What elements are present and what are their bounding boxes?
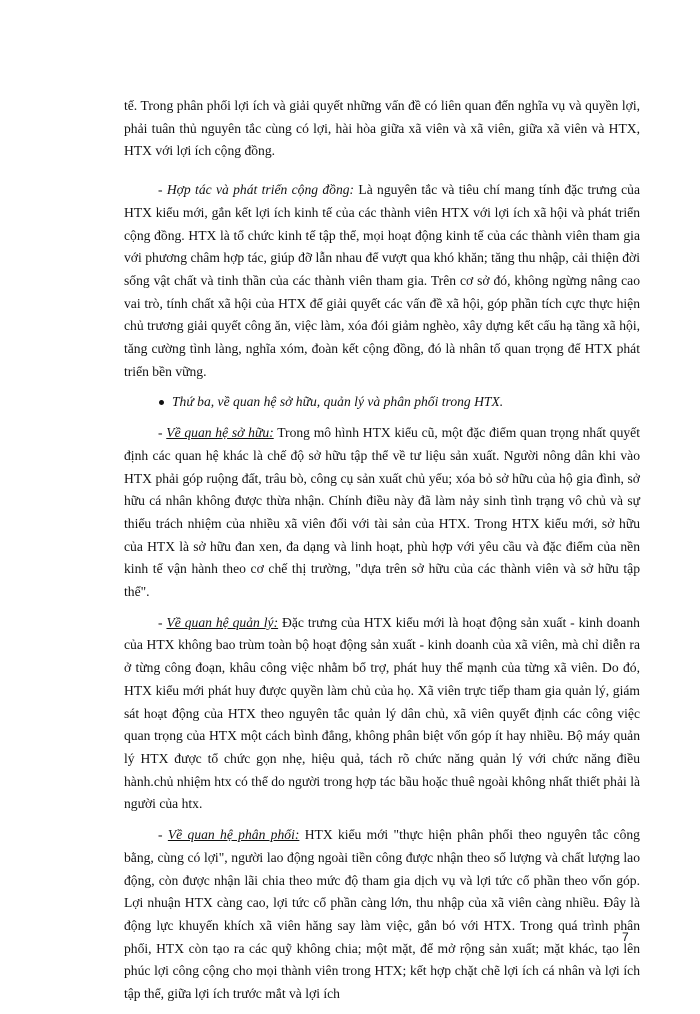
page-number: 7	[622, 930, 629, 944]
dash-marker: -	[158, 182, 167, 198]
dash-marker: -	[158, 827, 168, 843]
section-lead-quan-ly: Về quan hệ quản lý:	[166, 614, 279, 630]
bullet-heading-text: Thứ ba, về quan hệ sở hữu, quản lý và phân phối trong HTX.	[172, 394, 504, 410]
paragraph-so-huu	[124, 422, 640, 604]
section-body-so-huu: Trong mô hình HTX kiểu cũ, một đặc điểm quan trọng nhất quyết định các quan hệ khác là chế độ sở hữu tập thể về tư liệu sản xuất. Người nông dân khi vào HTX phải góp ruộng đất, trâu bò, công cụ sản xuất chủ yếu; xóa bỏ sở hữu của hộ gia đình, sở hữu cá nhân không được thừa nhận. Chính điều này đã làm nảy sinh tình trạng vô chủ và sự thiếu trách nhiệm của nhiều xã viên đối với tài sản của HTX. Trong HTX kiểu mới, sở hữu của HTX là sở hữu đan xen, đa dạng và linh hoạt, phù hợp với yêu cầu và đặc điểm của nền kinh tế vận hành theo cơ chế thị trường, "dựa trên sở hữu của các thành viên và sở hữu tập thể".	[124, 425, 640, 600]
page-body	[124, 95, 640, 1014]
bullet-heading	[124, 391, 640, 414]
paragraph-quan-ly	[124, 612, 640, 816]
section-lead-hop-tac: Hợp tác và phát triển cộng đồng:	[166, 182, 355, 198]
paragraph-hop-tac	[124, 179, 640, 383]
section-body-quan-ly: Đặc trưng của HTX kiểu mới là hoạt động sản xuất - kinh doanh của HTX không bao trùm toàn bộ hoạt động sản xuất - kinh doanh của xã viên, mà chỉ diễn ra ở từng công đoạn, khâu công việc nhằm bổ trợ, phát huy thế mạnh của từng xã viên. Do đó, HTX kiểu mới phát huy được quyền làm chủ của họ. Xã viên trực tiếp tham gia quản lý, giám sát hoạt động của HTX theo nguyên tắc quản lý dân chủ, xã viên quyết định các công việc quan trọng của HTX một cách bình đẳng, không phân biệt vốn góp ít hay nhiều. Bộ máy quản lý HTX được tổ chức gọn nhẹ, hiệu quả, tách rõ chức năng quản lý với chức năng điều hành.chủ nhiệm htx có thể do người trong hợp tác bầu hoặc thuê ngoài không nhất thiết phải là người của htx.	[124, 614, 640, 812]
paragraph-phan-phoi	[124, 824, 640, 1006]
section-lead-so-huu: Về quan hệ sở hữu:	[166, 425, 274, 441]
bullet-dot-icon	[159, 400, 164, 405]
section-body-hop-tac: Là nguyên tắc và tiêu chí mang tính đặc trưng của HTX kiểu mới, gắn kết lợi ích kinh tế của các thành viên HTX với lợi ích xã hội và phát triển cộng đồng. HTX là tổ chức kinh tế tập thể, mọi hoạt động kinh tế của các thành viên tham gia với phương châm hợp tác, giúp đỡ lẫn nhau để vượt qua khó khăn; tăng thu nhập, cải thiện đời sống vật chất và tinh thần của các thành viên tham gia. Trên cơ sở đó, không ngừng nâng cao vai trò, tính chất xã hội của HTX để giải quyết các vấn đề xã hội, góp phần tích cực thực hiện chủ trương giải quyết công ăn, việc làm, xóa đói giảm nghèo, xây dựng kết cấu hạ tầng xã hội, tăng cường tình làng, nghĩa xóm, đoàn kết cộng đồng, đó là nhân tố quan trọng để HTX phát triển bền vững.	[124, 182, 640, 379]
dash-marker: -	[158, 614, 167, 630]
section-lead-phan-phoi: Về quan hệ phân phối:	[167, 827, 300, 843]
dash-marker: -	[158, 425, 167, 441]
paragraph-continuation: tế. Trong phân phối lợi ích và giải quyết những vấn đề có liên quan đến nghĩa vụ và quyền lợi, phải tuân thủ nguyên tắc cùng có lợi, hài hòa giữa xã viên và xã viên, giữa xã viên và HTX, HTX với lợi ích cộng đồng.	[124, 98, 640, 159]
section-body-phan-phoi: HTX kiểu mới "thực hiện phân phối theo nguyên tắc công bằng, cùng có lợi", người lao động ngoài tiền công được nhận theo số lượng và chất lượng lao động, còn được nhận lãi chia theo mức độ tham gia dịch vụ và lợi tức cổ phần theo vốn góp. Lợi nhuận HTX càng cao, lợi tức cổ phần càng lớn, thu nhập của xã viên càng nhiều. Đây là động lực khuyến khích xã viên hăng say làm việc, gắn bó với HTX. Trong quá trình phân phối, HTX còn tạo ra các quỹ không chia; một mặt, để mở rộng sản xuất; mặt khác, tạo lên phúc lợi công cộng cho mọi thành viên trong HTX; kết hợp chặt chẽ lợi ích cá nhân và lợi ích tập thể, giữa lợi ích trước mắt và lợi ích	[124, 827, 640, 1002]
